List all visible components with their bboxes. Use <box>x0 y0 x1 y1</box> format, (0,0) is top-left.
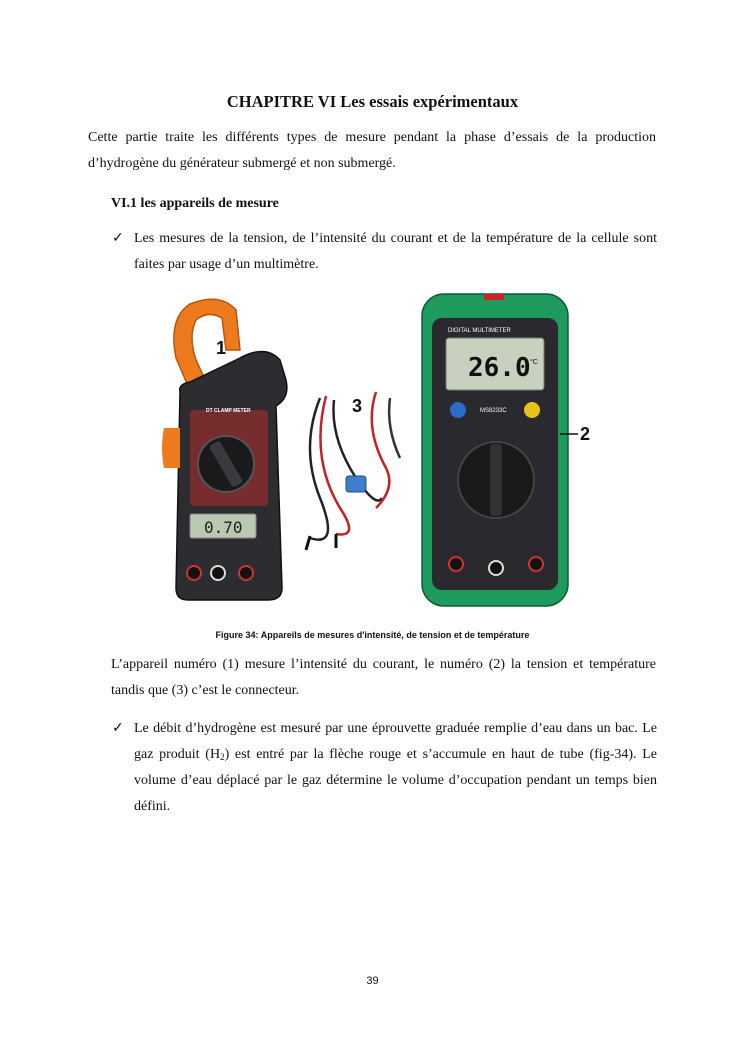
chapter-title: CHAPITRE VI Les essais expérimentaux <box>226 92 519 111</box>
description-paragraph: L’appareil numéro (1) mesure l’intensité du courant, le numéro (2) la tension et température tandis que (3) c’est le connecteur. <box>111 657 656 698</box>
bullet-multimeter <box>112 226 657 278</box>
bullet-hydrogen-text-start: Le débit d’hydrogène est mesuré par une éprouvette graduée remplie d’eau dans un bac. Le gaz produit (H <box>134 721 657 762</box>
checkmark-icon: ✓ <box>112 231 124 246</box>
bullet-hydrogen-flow <box>112 716 657 820</box>
page-number: 39 <box>366 975 379 987</box>
bullet-multimeter-text: Les mesures de la tension, de l’intensité du courant et de la température de la cellule sont faites par usage d’un multimètre. <box>134 231 657 272</box>
clamp-brand: DT CLAMP METER <box>206 408 251 414</box>
section-heading: VI.1 les appareils de mesure <box>111 196 279 211</box>
h2-subscript: 2 <box>220 752 225 762</box>
checkmark-icon: ✓ <box>112 721 124 736</box>
multimeter-unit: °C <box>530 359 538 366</box>
devices-illustration <box>150 288 590 610</box>
bullet-hydrogen-text-end: ) est entré par la flèche rouge et s’accumule en haut de tube (fig-34). Le volume d’eau déplacé par le gaz détermine le volume d’occupation pendant un temps bien défini. <box>134 747 657 814</box>
multimeter-header: DIGITAL MULTIMETER <box>448 328 511 334</box>
probes-label: 3 <box>352 396 363 416</box>
multimeter-reading: 26.0 <box>468 353 531 383</box>
intro-paragraph: Cette partie traite les différents types de mesure pendant la phase d’essais de la production d’hydrogène du générateur submergé et non submergé. <box>88 130 656 171</box>
digital-multimeter <box>422 294 568 606</box>
bullet-hydrogen-flow-text <box>134 716 657 820</box>
figure-caption: Figure 34: Appareils de mesures d'intensité, de tension et de température <box>215 630 530 640</box>
figure-measuring-devices <box>150 288 590 610</box>
clamp-reading: 0.70 <box>204 518 243 537</box>
clamp-label: 1 <box>216 338 227 358</box>
multimeter-label: 2 <box>580 424 590 444</box>
multimeter-model: MS8233C <box>480 408 507 414</box>
